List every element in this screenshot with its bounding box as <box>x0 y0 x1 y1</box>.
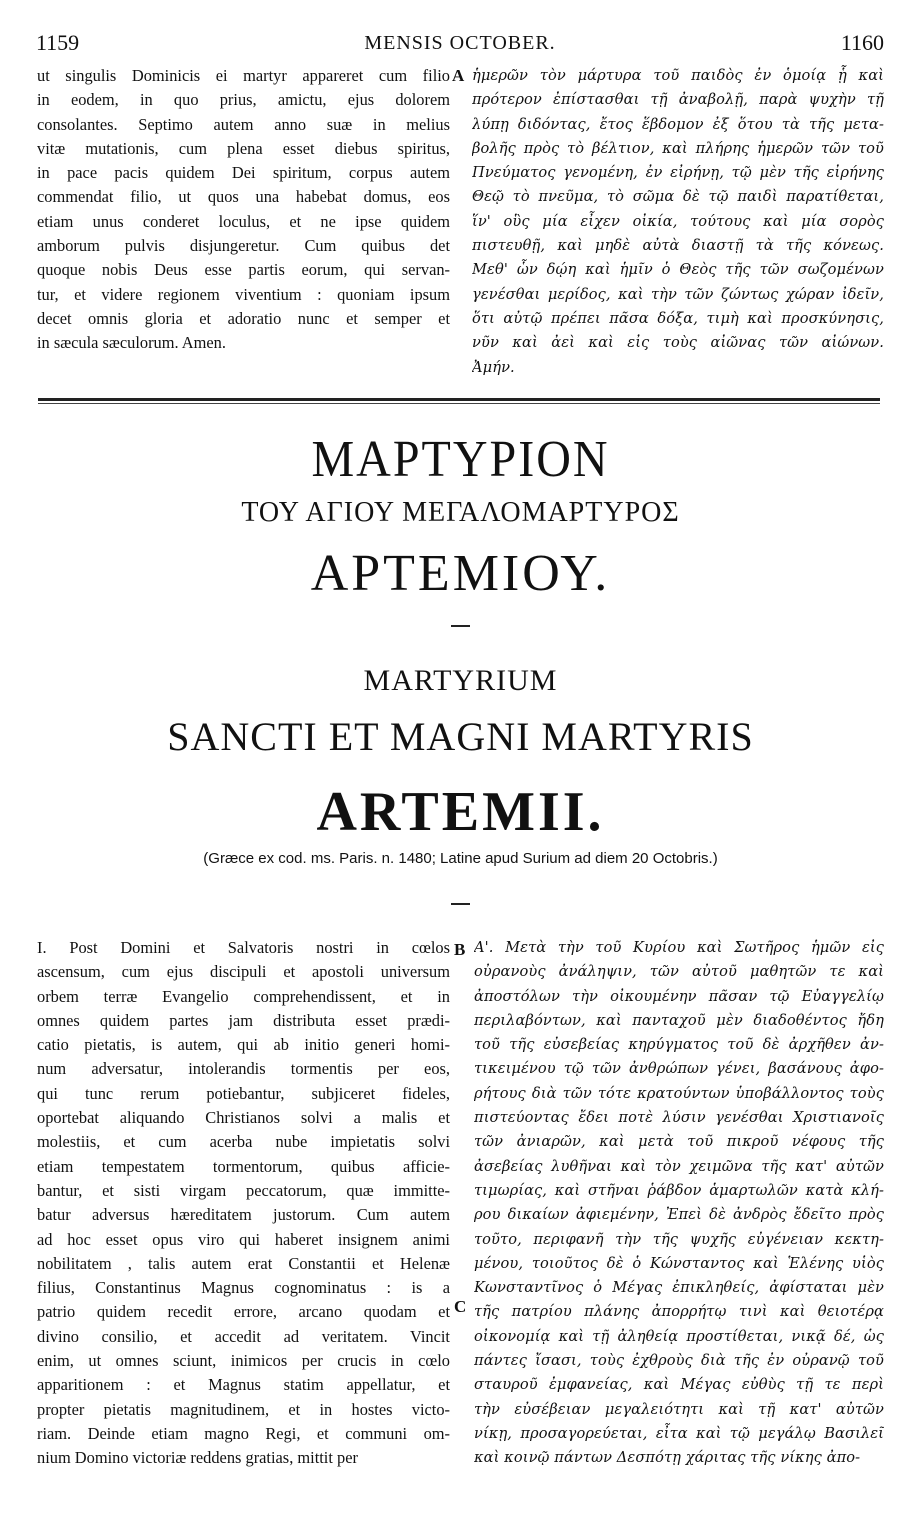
text-line: ἀσεβείας λυθῆναι καὶ τὸν χειμῶνα τῆς κατ' αὐτῶν <box>474 1157 884 1175</box>
text-line: bantur, et sisti virgam peccatorum, quæ immitte- <box>37 1180 450 1200</box>
greek-title: ΜΑΡΤΥΡΙΟΝ <box>311 430 610 489</box>
text-line: οἰκονομίᾳ καὶ τῇ ἀληθείᾳ προστίθεται, νικᾷ δέ, ὡς <box>474 1327 884 1345</box>
text-line: Μεθ' ὧν δῴη καὶ ἡμῖν ὁ Θεὸς τῆς τῶν σωζομένων <box>472 261 884 279</box>
text-line: divino consilio, et accedit ad veritatem. Vincit <box>37 1326 450 1346</box>
title-dash <box>451 625 470 627</box>
text-line: num adversatur, intolerandis tormentis per eos, <box>37 1059 450 1079</box>
text-line: τῶν ἀνιαρῶν, καὶ μετὰ τοῦ πικροῦ νέφους τῆς <box>474 1133 884 1151</box>
margin-marker-c: C <box>454 1297 467 1316</box>
text-line: Α'. Μετὰ τὴν τοῦ Κυρίου καὶ Σωτῆρος ἡμῶν εἰς <box>474 939 884 956</box>
text-line: καὶ κοινῷ πάντων Δεσπότῃ χάριτας τῆς νίκης ἀπο- <box>474 1449 861 1467</box>
running-title: MENSIS OCTOBER. <box>364 32 556 54</box>
text-line: περιλαβόντων, καὶ πανταχοῦ μὲν διαδοθέντος ἤδη <box>474 1011 884 1029</box>
text-line: nobilitatem , talis autem erat Constantii et Helenæ <box>37 1253 450 1273</box>
text-line: νῦν καὶ ἀεὶ καὶ εἰς τοὺς αἰῶνας τῶν αἰώνων. <box>472 334 884 352</box>
text-line: filius, Constantinus Magnus cognominatus : is a <box>37 1278 450 1298</box>
text-line: τοῦτο, περιφανῆ τὴν τῆς ψυχῆς εὐγένειαν κεκτη- <box>474 1230 884 1248</box>
right-page-number: 1160 <box>840 30 884 55</box>
section-divider <box>38 398 880 404</box>
text-line: τὴν εὐσέβειαν μεγαλειότητι καὶ τῇ κατ' αὐτῶν <box>474 1400 884 1418</box>
latin-title: MARTYRIUM <box>363 664 558 697</box>
top-greek-column <box>472 64 884 380</box>
text-line: orbem terræ Evangelio comprehendissent, et in <box>37 986 450 1006</box>
text-line: ρου δικαίων ἀφιεμένην, Ἐπεὶ δὲ ἀνδρὸς ἔδεῖτο πρὸς <box>474 1206 884 1224</box>
margin-marker-a: A <box>452 66 465 85</box>
text-line: ἵν' οὓς μία εἶχεν οἰκία, τούτους καὶ μία σορὸς <box>472 212 884 230</box>
text-line: in pace pacis quidem Dei spiritum, corpus autem <box>37 163 450 183</box>
text-line: μένου, τοιοῦτος δὲ ὁ Κώνσταντος καὶ Ἑλένης υἱὸς <box>474 1254 884 1272</box>
source-note: (Græce ex cod. ms. Paris. n. 1480; Latine apud Surium ad diem 20 Octobris.) <box>203 850 718 867</box>
text-line: oportebat aliquando Christianos solvi a malis et <box>37 1108 450 1128</box>
note-dash <box>451 903 470 905</box>
text-line: amborum pulvis disjungeretur. Cum quibus det <box>37 236 450 256</box>
greek-saint-name: ΑΡΤΕΜΙΟΥ. <box>310 545 611 602</box>
text-line: τιμωρίας, καὶ στῆναι ῥάβδον ἁμαρτωλῶν κατὰ κλή- <box>474 1181 884 1199</box>
text-line: λύπῃ διδόντας, ἔτος ἕβδομον ἐξ ὅτου τὰ τῆς μετα- <box>472 115 884 133</box>
text-line: ρήτους διὰ τῶν τότε κρατούντων ὑποβάλλοντος τοὺς <box>474 1084 884 1102</box>
text-line: Θεῷ τὸ πνεῦμα, τὸ σῶμα δὲ τῷ παιδὶ παρατίθεται, <box>472 188 884 206</box>
bottom-greek-column <box>474 936 884 1471</box>
text-line: etiam unus conderet loculus, et ne ipse quidem <box>37 211 450 231</box>
text-line: commendat filio, ut quos una habebat domus, eos <box>37 187 450 207</box>
latin-subtitle: SANCTI ET MAGNI MARTYRIS <box>167 714 754 759</box>
latin-saint-name: ARTEMII. <box>316 781 605 843</box>
top-latin-column <box>37 64 450 356</box>
text-line: πάντες ἴσασι, τοὺς ἐχθροὺς διὰ τῆς ἐν οὐρανῷ τοῦ <box>474 1352 884 1370</box>
text-line: Κωνσταντῖνος ὁ Μέγας ἐπικληθείς, ἀφίσταται μὲν <box>474 1279 884 1297</box>
text-line: σταυροῦ ἐμφανείας, καὶ Μέγας εὐθὺς τῇ τε περὶ <box>474 1376 884 1394</box>
text-line: consolantes. Septimo autem anno suæ in melius <box>37 114 450 134</box>
text-line: qui tunc rerum potiebantur, subjiceret fideles, <box>37 1083 450 1103</box>
text-line: τῆς πατρίου πλάνης ἀπορρήτῳ τινὶ καὶ θειοτέρᾳ <box>474 1303 884 1321</box>
text-line: Πνεύματος γενομένη, ἐν εἰρήνῃ, τῷ μὲν τῆς εἰρήνης <box>472 164 884 182</box>
text-line: propter pietatis magnitudinem, et in hostes victo- <box>37 1399 450 1419</box>
text-line: molestiis, et cum acerba nube impietatis solvi <box>37 1132 450 1152</box>
text-line: batur adversus hæreditatem justorum. Cum autem <box>37 1205 450 1225</box>
text-line: ascensum, cum ejus discipuli et apostoli universum <box>37 962 450 982</box>
text-line: riam. Deinde etiam magno Regi, et communi om- <box>37 1423 450 1443</box>
text-line: τικειμένου τῷ τῶν ἀνθρώπων γένει, βασάνους ἀφο- <box>474 1060 884 1078</box>
text-line: vitæ mutationis, cum plena esset diebus spiritus, <box>37 138 450 158</box>
text-line: catio pietatis, is autem, qui ab initio generi homi- <box>37 1035 450 1055</box>
text-line: in eodem, in quo prius, amictu, ejus dolorem <box>37 90 450 110</box>
left-page-number: 1159 <box>36 30 80 55</box>
text-line: ἡμερῶν τὸν μάρτυρα τοῦ παιδὸς ἐν ὁμοίᾳ ᾗ καὶ <box>472 67 884 84</box>
text-line: Ἀμήν. <box>472 358 515 376</box>
text-line: οὐρανοὺς ἀνάληψιν, τῶν αὐτοῦ μαθητῶν τε καὶ <box>474 963 884 981</box>
text-line: γενέσθαι μερίδος, καὶ τὴν τῶν ζώντως χώραν ἰδεῖν, <box>472 285 884 303</box>
text-line: βολῆς πρὸς τὸ βέλτιον, καὶ πλήρης ἡμερῶν τῶν τοῦ <box>472 139 884 157</box>
text-line: τοῦ τῆς εὐσεβείας κηρύγματος τοῦ δὲ ἀρχῆθεν ἀν- <box>474 1036 884 1054</box>
text-line: πιστεύοντας ἔδει ποτὲ λύσιν γενέσθαι Χριστιανοῖς <box>474 1109 884 1127</box>
text-line: nium Domino victoriæ reddens gratias, mittit per <box>37 1448 358 1468</box>
text-line: ἀποστόλων τὴν οἰκουμένην πᾶσαν τῷ Εὐαγγελίῳ <box>474 987 884 1005</box>
text-line: tur, et videre regionem viventium : quoniam ipsum <box>37 284 450 304</box>
running-header <box>36 30 884 60</box>
text-line: omnes quidem partes jam distributa esset prædi- <box>37 1010 450 1030</box>
text-line: in sæcula sæculorum. Amen. <box>37 333 226 353</box>
text-line: decet omnis gloria et adoratio nunc et semper et <box>37 308 450 328</box>
text-line: νίκῃ, προσαγορεύεται, εἶτα καὶ τῷ μεγάλῳ Βασιλεῖ <box>474 1424 884 1442</box>
text-line: ad hoc esset opus viro qui haberet insignem animi <box>37 1229 450 1249</box>
bottom-latin-column <box>37 936 450 1471</box>
text-line: ut singulis Dominicis ei martyr appareret cum filio <box>37 66 450 85</box>
text-line: patrio quidem recedit errore, arcano quodam et <box>37 1302 450 1322</box>
text-line: quoque nobis Deus esse partis eorum, qui servan- <box>37 260 450 280</box>
text-line: I. Post Domini et Salvatoris nostri in cœlos <box>37 938 450 957</box>
margin-marker-b: B <box>454 940 466 959</box>
text-line: πιστευθῇ, καὶ μηδὲ αὐτὰ διαστῇ τὰ τῆς κόνεως. <box>472 237 884 255</box>
greek-subtitle: ΤΟΥ ΑΓΙΟΥ ΜΕΓΑΛΟΜΑΡΤΥΡΟΣ <box>241 497 680 528</box>
text-line: πρότερον ἐπίστασθαι τῇ ἀναβολῇ, παρὰ ψυχὴν τῇ <box>472 91 884 109</box>
text-line: etiam tempestatem tormentorum, quibus afficie- <box>37 1156 450 1176</box>
text-line: ὅτι αὐτῷ πρέπει πᾶσα δόξα, τιμὴ καὶ προσκύνησις, <box>472 309 884 327</box>
text-line: apparitionem : et Magnus statim appellatur, et <box>37 1375 450 1395</box>
text-line: enim, ut omnes sciunt, inimicos per crucis in cœlo <box>37 1351 450 1371</box>
